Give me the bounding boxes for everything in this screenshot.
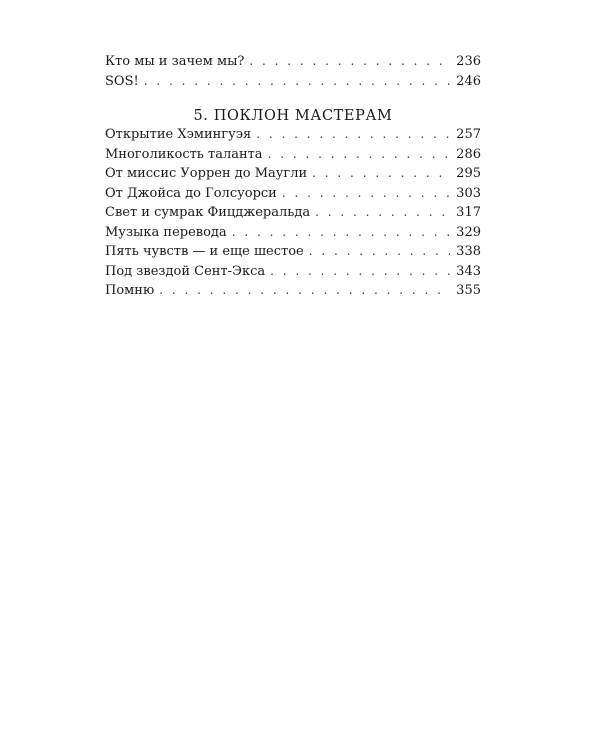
toc-entry-page: 295 — [456, 166, 481, 181]
toc-entry-title: Помню — [105, 283, 155, 298]
toc-entry-page: 257 — [456, 127, 481, 142]
dot-leader — [249, 52, 450, 72]
toc-entry-page: 303 — [456, 185, 481, 201]
toc-entry[interactable] — [105, 242, 481, 262]
toc-entry-title: От миссис Уоррен до Маугли — [105, 166, 308, 181]
toc-entry-page: 317 — [456, 205, 481, 220]
toc-entry[interactable] — [105, 125, 481, 145]
toc-entry-page: 343 — [456, 263, 481, 279]
toc-entry[interactable] — [105, 223, 481, 243]
toc-entry[interactable] — [105, 145, 481, 165]
toc-entry-title: Открытие Хэмингуэя — [105, 127, 252, 142]
toc-entry-page: 286 — [456, 146, 481, 162]
dot-leader — [282, 184, 450, 204]
dot-leader — [268, 145, 451, 165]
toc-entry[interactable] — [105, 281, 481, 301]
toc-entry-title: SOS! — [105, 73, 139, 89]
toc-entry-page: 246 — [456, 73, 481, 89]
toc-entry-title: Свет и сумрак Фицджеральда — [105, 205, 311, 220]
toc-entry[interactable] — [105, 164, 481, 184]
toc-entry[interactable] — [105, 72, 481, 92]
toc-entry[interactable] — [105, 184, 481, 204]
dot-leader — [312, 164, 450, 184]
toc-entry-title: Пять чувств — и еще шестое — [105, 244, 304, 259]
section-heading: 5. ПОКЛОН МАСТЕРАМ — [193, 108, 393, 124]
toc-entry[interactable] — [105, 262, 481, 282]
toc-entry[interactable] — [105, 203, 481, 223]
toc-entry-page: 329 — [456, 224, 481, 240]
dot-leader — [309, 242, 450, 262]
toc-entry-title: Музыка перевода — [105, 224, 227, 240]
toc-entry-title: Кто мы и зачем мы? — [105, 54, 245, 69]
toc-entry-title: От Джойса до Голсуорси — [105, 185, 277, 201]
toc-entry-title: Под звездой Сент-Экса — [105, 263, 266, 279]
dot-leader — [144, 72, 450, 92]
dot-leader — [159, 281, 450, 301]
dot-leader — [256, 125, 450, 145]
dot-leader — [315, 203, 450, 223]
dot-leader — [232, 223, 450, 243]
toc-entry-page: 236 — [456, 54, 481, 69]
dot-leader — [270, 262, 450, 282]
toc-continued-list — [105, 52, 481, 91]
toc-entry-page: 355 — [456, 283, 481, 298]
toc-entry-page: 338 — [456, 244, 481, 259]
toc-entry[interactable] — [105, 52, 481, 72]
toc-section-list — [105, 125, 481, 301]
toc-entry-title: Многоликость таланта — [105, 146, 263, 162]
